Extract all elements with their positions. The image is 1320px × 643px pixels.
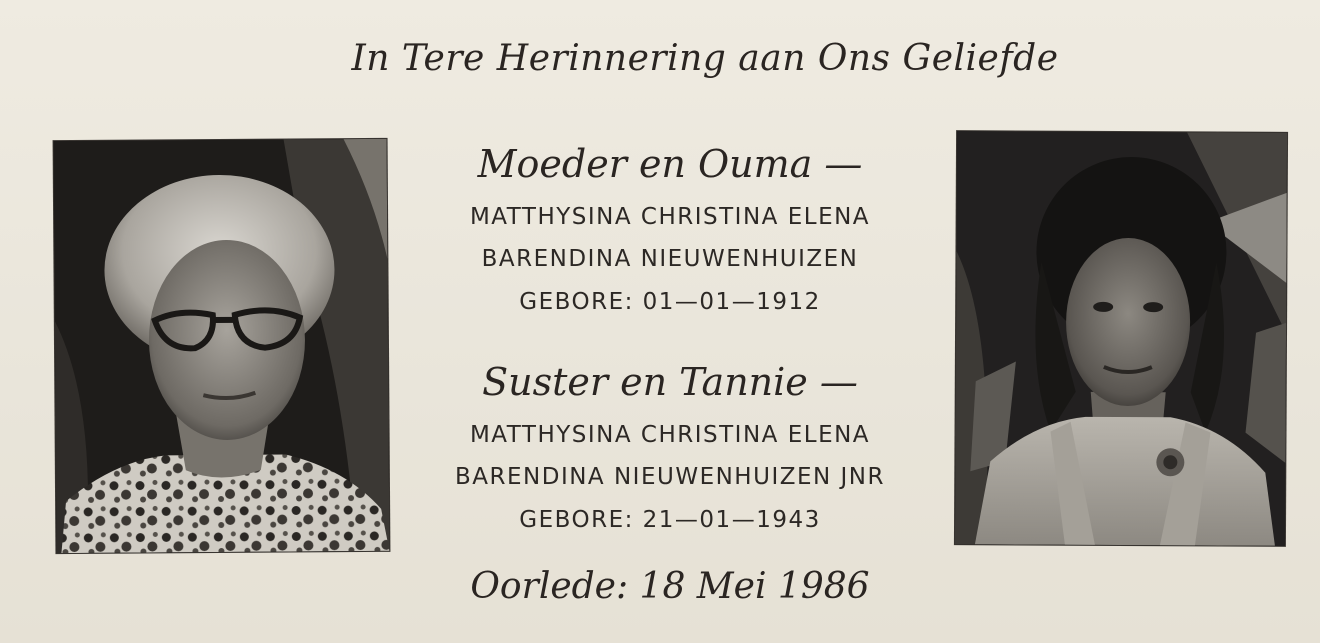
death-date: Oorlede: 18 Mei 1986 [470,566,870,607]
photo-mother-image [54,139,390,553]
person1-birth-date: GEBORE: 01—01—1912 [519,289,821,315]
person2-name-line-2: BARENDINA NIEUWENHUIZEN JNR [455,464,885,490]
person2-name-line-1: MATTHYSINA CHRISTINA ELENA [469,422,871,448]
photo-sister-image [955,131,1287,546]
person1-name-line-1: MATTHYSINA CHRISTINA ELENA [469,204,871,230]
person1-heading: Moeder en Ouma — [477,142,863,186]
memorial-header: In Tere Herinnering aan Ons Geliefde [351,38,1059,79]
photo-sister [955,131,1287,546]
photo-mother [54,139,390,553]
person1-name-line-2: BARENDINA NIEUWENHUIZEN [481,246,859,272]
person2-birth-date: GEBORE: 21—01—1943 [519,507,821,533]
person2-heading: Suster en Tannie — [482,360,858,404]
